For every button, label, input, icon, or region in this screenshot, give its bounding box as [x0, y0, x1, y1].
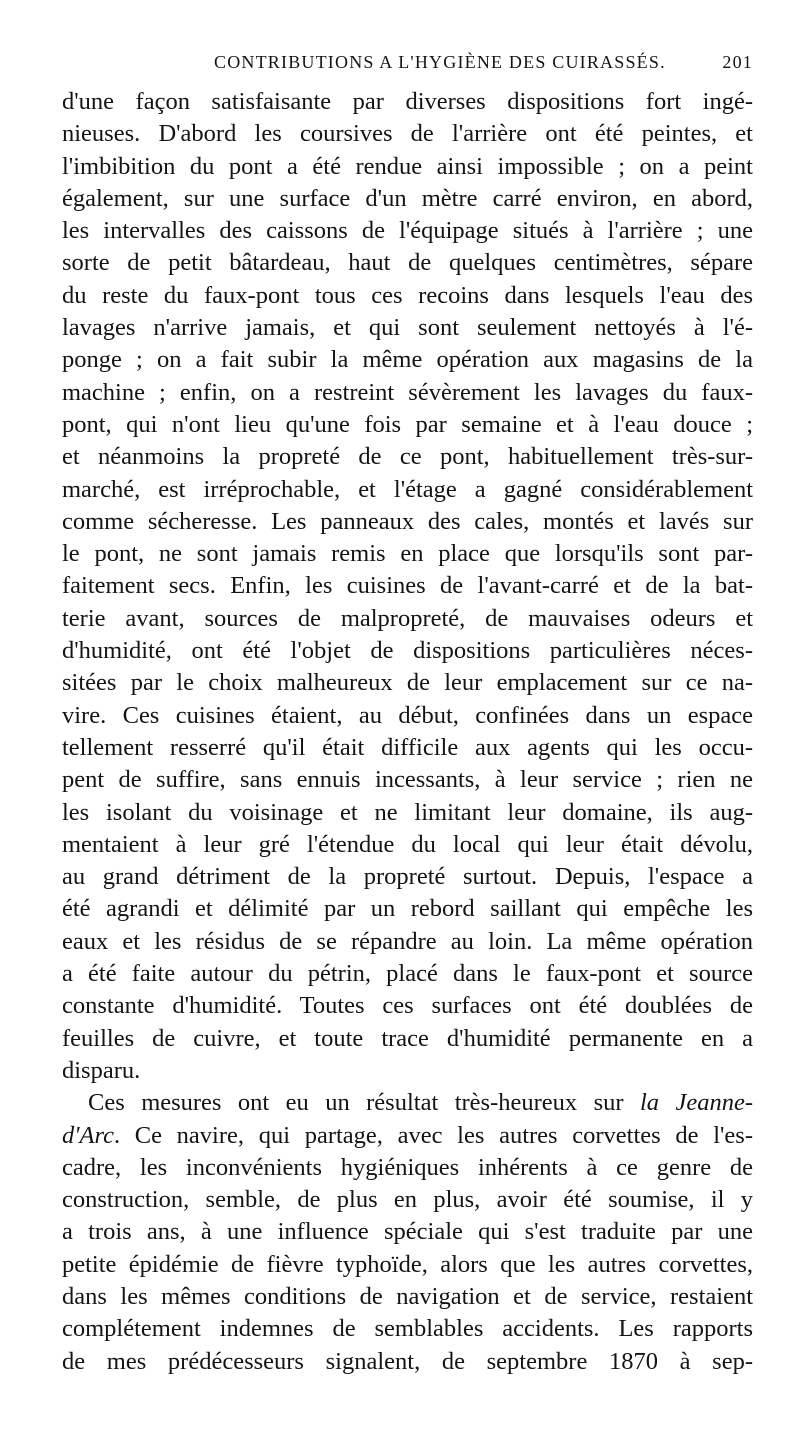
- text-line: l'imbibition du pont a été rendue ainsi impossible ; on a peint: [62, 152, 753, 180]
- text-line: les isolant du voisinage et ne limitant leur domaine, ils aug-: [62, 798, 753, 826]
- ship-name: d'Arc: [62, 1121, 114, 1149]
- text-line: petite épidémie de fièvre typhoïde, alors que les autres corvettes,: [62, 1250, 753, 1278]
- text-line: du reste du faux-pont tous ces recoins dans lesquels l'eau des: [62, 281, 753, 309]
- text-line: ponge ; on a fait subir la même opération aux magasins de la: [62, 346, 753, 374]
- text-line: feuilles de cuivre, et toute trace d'humidité permanente en a: [62, 1024, 753, 1052]
- text-line: constante d'humidité. Toutes ces surfaces ont été doublées de: [62, 992, 753, 1020]
- ship-name: la Jeanne-: [639, 1089, 753, 1117]
- text-line: sitées par le choix malheureux de leur emplacement sur ce na-: [62, 669, 753, 697]
- book-page: [62, 46, 753, 1378]
- text-line: également, sur une surface d'un mètre carré environ, en abord,: [62, 184, 753, 212]
- text-line: complétement indemnes de semblables accidents. Les rapports: [62, 1315, 753, 1343]
- text-line: a été faite autour du pétrin, placé dans le faux-pont et source: [62, 960, 753, 988]
- text-line: été agrandi et délimité par un rebord saillant qui empêche les: [62, 895, 753, 923]
- paragraph-1: [62, 86, 753, 1087]
- text-line: comme sécheresse. Les panneaux des cales, montés et lavés sur: [62, 507, 753, 535]
- text-line: lavages n'arrive jamais, et qui sont seulement nettoyés à l'é-: [62, 314, 753, 342]
- text-line: le pont, ne sont jamais remis en place que lorsqu'ils sont par-: [62, 540, 753, 568]
- text-line: eaux et les résidus de se répandre au loin. La même opération: [62, 927, 753, 955]
- text-line: [62, 1087, 753, 1119]
- running-head: [62, 46, 753, 86]
- text-line: pent de suffire, sans ennuis incessants, à leur service ; rien ne: [62, 766, 753, 794]
- text-line: tellement resserré qu'il était difficile aux agents qui les occu-: [62, 733, 753, 761]
- text-line: mentaient à leur gré l'étendue du local qui leur était dévolu,: [62, 830, 753, 858]
- text-line: vire. Ces cuisines étaient, au début, confinées dans un espace: [62, 701, 753, 729]
- page-number: 201: [722, 52, 753, 72]
- text-line: disparu.: [62, 1056, 141, 1084]
- text-line: marché, est irréprochable, et l'étage a gagné considérablement: [62, 475, 753, 503]
- text-line: dans les mêmes conditions de navigation et de service, restaient: [62, 1282, 753, 1310]
- text-line: d'humidité, ont été l'objet de dispositions particulières néces-: [62, 637, 753, 665]
- text-line: cadre, les inconvénients hygiéniques inhérents à ce genre de: [62, 1153, 753, 1181]
- text-line: faitement secs. Enfin, les cuisines de l'avant-carré et de la bat-: [62, 572, 753, 600]
- text-line: pont, qui n'ont lieu qu'une fois par semaine et à l'eau douce ;: [62, 410, 753, 438]
- text-line: sorte de petit bâtardeau, haut de quelques centimètres, sépare: [62, 249, 753, 277]
- text-line: terie avant, sources de malpropreté, de mauvaises odeurs et: [62, 604, 753, 632]
- text-line: d'une façon satisfaisante par diverses dispositions fort ingé-: [62, 88, 753, 115]
- text-run: . Ce navire, qui partage, avec les autres corvettes de l'es-: [113, 1121, 753, 1149]
- text-line: et néanmoins la propreté de ce pont, habituellement très-sur-: [62, 443, 753, 471]
- text-line: au grand détriment de la propreté surtout. Depuis, l'espace a: [62, 863, 753, 891]
- body-text: [62, 86, 753, 1378]
- text-run: Ces mesures ont eu un résultat très-heureux sur: [88, 1089, 640, 1117]
- text-line: nieuses. D'abord les coursives de l'arrière ont été peintes, et: [62, 120, 753, 148]
- text-line: a trois ans, à une influence spéciale qui s'est traduite par une: [62, 1218, 753, 1246]
- text-line: de mes prédécesseurs signalent, de septembre 1870 à sep-: [62, 1347, 753, 1375]
- running-title: CONTRIBUTIONS A L'HYGIÈNE DES CUIRASSÉS.: [214, 52, 666, 72]
- text-line: [62, 1120, 753, 1152]
- text-line: machine ; enfin, on a restreint sévèrement les lavages du faux-: [62, 378, 753, 406]
- text-line: construction, semble, de plus en plus, avoir été soumise, il y: [62, 1186, 753, 1214]
- paragraph-2: [62, 1087, 753, 1378]
- text-line: les intervalles des caissons de l'équipage situés à l'arrière ; une: [62, 217, 753, 245]
